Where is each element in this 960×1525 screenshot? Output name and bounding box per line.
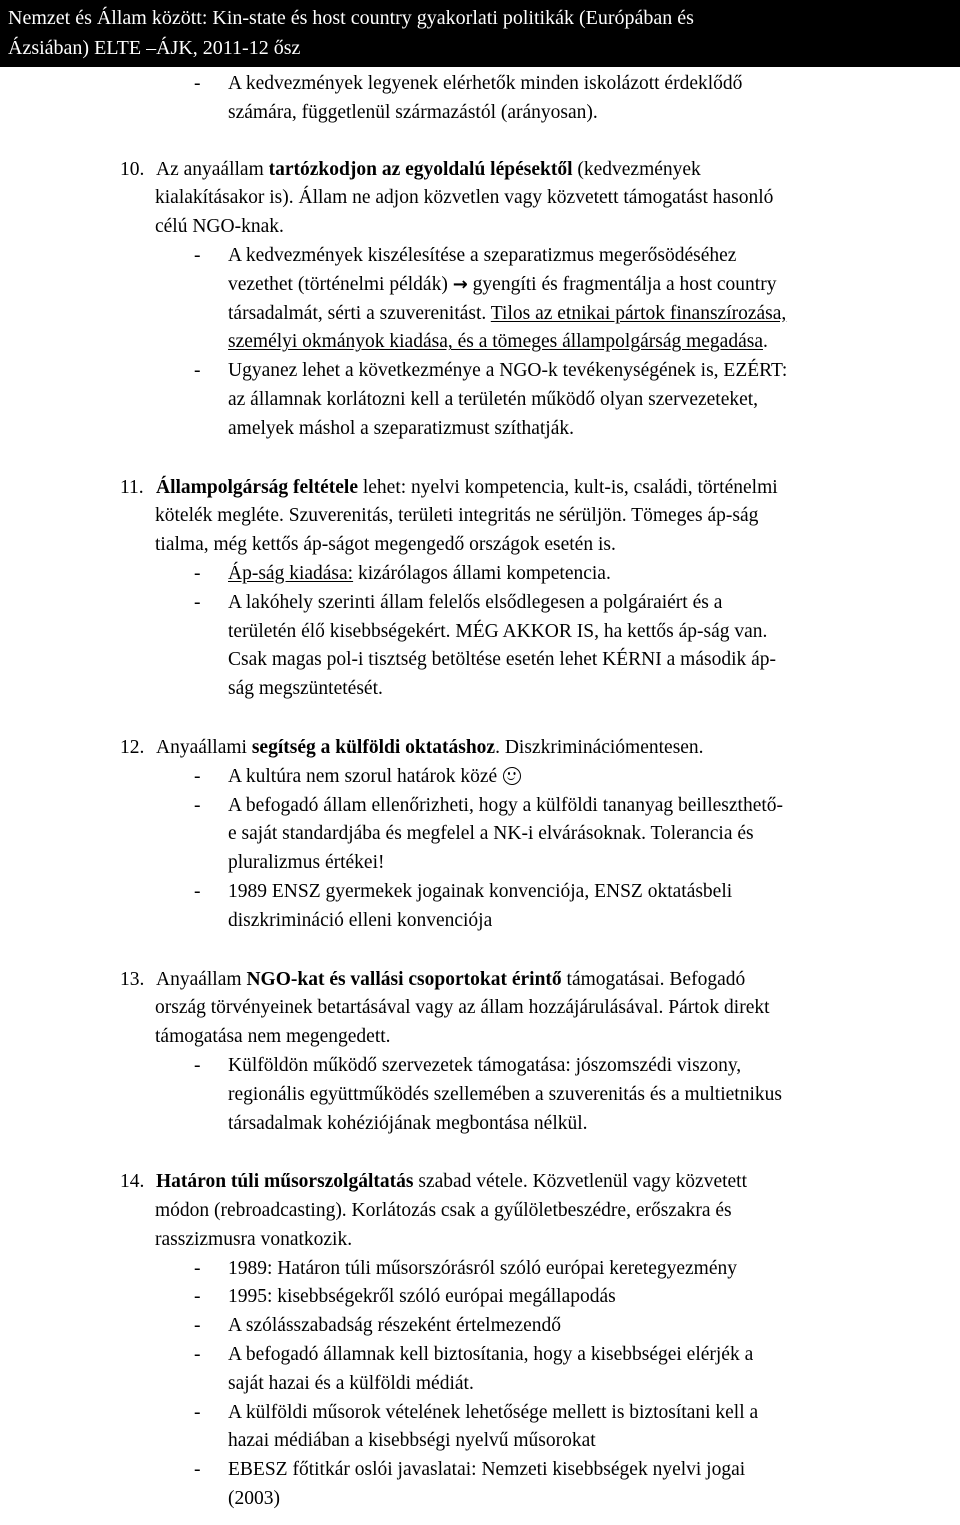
list-item: - 1989 ENSZ gyermekek jogainak konvenciója, ENSZ oktatásbeli diszkrimináció elleni konvenciója: [194, 880, 733, 931]
list-item: - Áp-ság kiadása: kizárólagos állami kompetencia.: [194, 562, 611, 584]
list-item: - A befogadó állam ellenőrizheti, hogy a külföldi tananyag beilleszthető- e saját standardjába és megfelel a NK-i elvárásoknak. Tolerancia és pluralizmus értékei!: [194, 794, 784, 874]
section-14: 14. Határon túli műsorszolgáltatás szabad vétele. Közvetlenül vagy közvetett: [120, 1171, 748, 1193]
list-item: - A kedvezmények legyenek elérhetők minden iskolázott érdeklődő számára, függetlenül származástól (arányosan).: [194, 73, 743, 123]
list-item: - Külföldön működő szervezetek támogatása: jószomszédi viszony, regionális együttműködés szellemében a szuverenitás és a multietnikus társadalmak kohéziójának megbontása nélkül.: [194, 1054, 782, 1134]
smiley-face-icon: [503, 767, 521, 785]
section-10: 10. Az anyaállam tartózkodjon az egyoldalú lépésektől (kedvezmények: [120, 158, 701, 180]
list-item: - 1989: Határon túli műsorszórásról szóló európai keretegyezmény: [194, 1257, 738, 1279]
list-item: - A kedvezmények kiszélesítése a szeparatizmus megerősödéséhez vezethet (történelmi példák) → gyengíti és fragmentálja a host country társadalmát, sérti a szuverenitást. Tilos az etnikai pártok finanszírozása, személyi okmányok kiadása, és a tömeges állampolgárság megadása.: [194, 244, 787, 353]
list-item: - Ugyanez lehet a következménye a NGO-k tevékenységének is, EZÉRT: az államnak korlátozni kell a területén működő olyan szervezeteket, amelyek máshol a szeparatizmust szíthatják.: [194, 360, 788, 439]
arrow-right-icon: →: [452, 273, 468, 295]
list-item: - A külföldi műsorok vételének lehetősége mellett is biztosítani kell a hazai médiában a kisebbségi nyelvű műsorokat: [194, 1401, 759, 1452]
document-body: - A kedvezmények legyenek elérhetők minden iskolázott érdeklődő számára, függetlenül származástól (arányosan). 10. Az anyaállam tartózkodjon az egyoldalú lépésektől (kedvezmények kialakításakor is). Állam ne adjon közvetlen vagy közvetett támogatást hasonló célú NGO-knak. - A kedvezmények kiszélesítése a szeparatizmus megerősödéséhez vezethet (történelmi példák) → gyengíti és fragmentálja a host country társadalmát, sérti a szuverenitást. Tilos az etnikai pártok finanszírozása, személyi okmányok kiadása, és a tömeges állampolgárság megadása. - Ugyanez lehet a következménye a NGO-k tevékenységének is, EZÉRT: az államnak korlátozni kell a területén működő olyan szervezeteket, amelyek máshol a szeparatizmust szíthatják. 11. Állampolgárság feltétele lehet: nyelvi kompetencia, kult-is, családi, történelmi kötelék megléte. Szuverenitás, területi integritás ne sérüljön. Tömeges áp-ság tialma, még kettős áp-ságot megengedő országok esetén is. - Áp-ság kiadása: kizárólagos állami kompetencia. - A lakóhely szerinti állam felelős elsődlegesen a polgáraiért és a területén élő kisebbségekért. MÉG AKKOR IS, ha kettős áp-ság van. Csak magas pol-i tisztség betöltése esetén lehet KÉRNI a második áp- ság megszüntetését. 12. Anyaállami segítség a külföldi oktatáshoz. Diszkriminációmentesen. - A kultúra nem szorul határok közé - A befogadó állam ellenőrizheti, hogy a külföldi tananyag beilleszthető- e saját standardjába és megfelel a NK-i elvárásoknak. Tolerancia és pluralizmus értékei! - 1989 ENSZ gyermekek jogainak konvenciója, ENSZ oktatásbeli diszkrimináció elleni konvenciója 13. Anyaállam NGO-kat és vallási csoportokat érintő támogatásai. Befogadó ország törvényeinek betartásával vagy az állam hozzájárulásával. Pártok direkt támogatása nem megengedett. - Külföldön működő szervezetek támogatása: jószomszédi viszony, regionális együttműködés szellemében a szuverenitás és a multietnikus társadalmak kohéziójának megbontása nélkül. 14. Határon túli műsorszolgáltatás szabad vétele. Közvetlenül vagy közvetett módon (rebroadcasting). Korlátozás csak a gyűlöletbeszédre, erőszakra és rasszizmusra vonatkozik. - 1989: Határon túli műsorszórásról szóló európai keretegyezmény - 1995: kisebbségekről szóló európai megállapodás - A szólásszabadság részeként értelmezendő - A befogadó államnak kell biztosítania, hogy a kisebbségei elérjék a saját hazai és a külföldi médiát. - A külföldi műsorok vételének lehetősége mellett is biztosítani kell a hazai médiában a kisebbségi nyelvű műsorokat - EBESZ főtitkár oslói javaslatai: Nemzeti kisebbségek nyelvi jogai (2003): [0, 70, 960, 1514]
document-header: [0, 0, 960, 67]
section-12: 12. Anyaállami segítség a külföldi oktatáshoz. Diszkriminációmentesen.: [120, 736, 704, 758]
header-line-2: Ázsiában) ELTE –ÁJK, 2011-12 ősz: [8, 37, 301, 59]
list-item: - A szólásszabadság részeként értelmezendő: [194, 1315, 561, 1337]
list-item: - 1995: kisebbségekről szóló európai megállapodás: [194, 1286, 616, 1308]
list-item: - EBESZ főtitkár oslói javaslatai: Nemzeti kisebbségek nyelvi jogai (2003): [194, 1459, 746, 1510]
list-item: - A befogadó államnak kell biztosítania, hogy a kisebbségei elérjék a saját hazai és a külföldi médiát.: [194, 1344, 754, 1394]
section-11: 11. Állampolgárság feltétele lehet: nyelvi kompetencia, kult-is, családi, történelmi: [120, 476, 778, 498]
list-item: - A lakóhely szerinti állam felelős elsődlegesen a polgáraiért és a területén élő kisebbségekért. MÉG AKKOR IS, ha kettős áp-ság van. Csak magas pol-i tisztség betöltése esetén lehet KÉRNI a második áp- ság megszüntetését.: [194, 591, 777, 700]
header-line-1: Nemzet és Állam között: Kin-state és host country gyakorlati politikák (Európában és: [8, 7, 694, 29]
section-13: 13. Anyaállam NGO-kat és vallási csoportokat érintő támogatásai. Befogadó: [120, 968, 746, 990]
list-item: - A kultúra nem szorul határok közé: [0, 763, 960, 792]
